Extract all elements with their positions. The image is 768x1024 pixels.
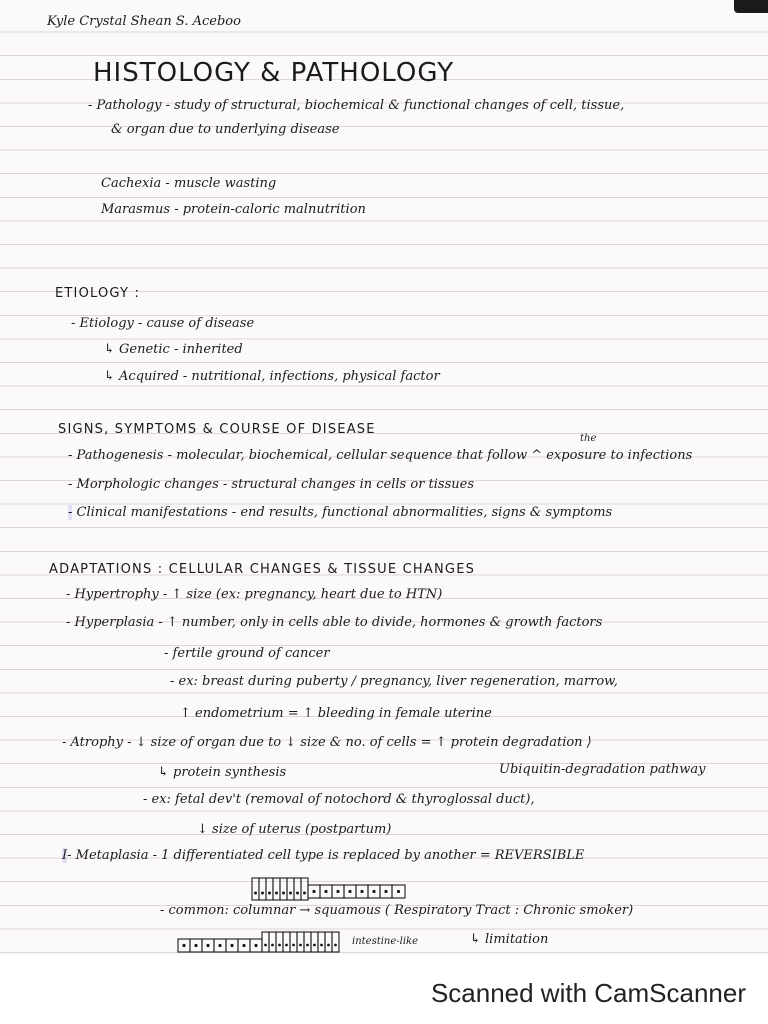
etiology-heading: ETIOLOGY :: [55, 286, 141, 301]
limitation-line: ↳ limitation: [470, 932, 549, 947]
hyperplasia-line: - Hyperplasia - ↑ number, only in cells able to divide, hormones & growth factors: [66, 615, 603, 630]
ubiquitin-line: Ubiquitin-degradation pathway: [499, 762, 706, 777]
etiology-definition: - Etiology - cause of disease: [71, 316, 255, 331]
fetal-dev-line: - ex: fetal dev't (removal of notochord & thyroglossal duct),: [143, 792, 535, 807]
clinical-text: Clinical manifestations - end results, functional abnormalities, signs & symptoms: [72, 505, 613, 520]
fertile-ground-line: - fertile ground of cancer: [164, 646, 330, 661]
protein-synthesis-line: ↳ protein synthesis: [158, 765, 287, 780]
clinical-line: [68, 504, 612, 522]
intestine-like-note: intestine-like: [352, 936, 419, 947]
common-line: - common: columnar → squamous ( Respiratory Tract : Chronic smoker): [160, 903, 634, 918]
uterus-line: ↓ size of uterus (postpartum): [197, 822, 392, 837]
ex-breast-line: - ex: breast during puberty / pregnancy, liver regeneration, marrow,: [170, 674, 618, 689]
binder-tab: [734, 0, 768, 13]
adaptations-heading: ADAPTATIONS : CELLULAR CHANGES & TISSUE CHANGES: [49, 562, 476, 577]
pathology-definition: - Pathology - study of structural, biochemical & functional changes of cell, tissue,: [88, 98, 625, 113]
atrophy-line: - Atrophy - ↓ size of organ due to ↓ size & no. of cells = ↑ protein degradation ⟩: [62, 735, 592, 750]
metaplasia-text: - Metaplasia - 1 differentiated cell type is replaced by another = REVERSIBLE: [67, 848, 585, 863]
morphologic-line: - Morphologic changes - structural changes in cells or tissues: [68, 477, 474, 492]
page-title: HISTOLOGY & PATHOLOGY: [93, 58, 455, 88]
author-name: Kyle Crystal Shean S. Aceboo: [47, 14, 241, 29]
squamous-cells-sketch: [176, 929, 351, 955]
etiology-acquired: ↳ Acquired - nutritional, infections, physical factor: [104, 369, 440, 384]
camscanner-watermark: Scanned with CamScanner: [430, 978, 746, 1008]
etiology-genetic: ↳ Genetic - inherited: [104, 342, 243, 357]
pathology-definition-cont: & organ due to underlying disease: [111, 122, 340, 137]
cachexia-line: Cachexia - muscle wasting: [101, 176, 277, 191]
caret-note: the: [580, 433, 597, 444]
marasmus-line: Marasmus - protein-caloric malnutrition: [101, 202, 366, 217]
endometrium-line: ↑ endometrium = ↑ bleeding in female uterine: [180, 706, 492, 721]
columnar-cells-sketch: [250, 874, 410, 904]
signs-heading: SIGNS, SYMPTOMS & COURSE OF DISEASE: [58, 422, 376, 437]
pathogenesis-line: - Pathogenesis - molecular, biochemical, cellular sequence that follow ^ exposure to infections: [68, 448, 693, 463]
metaplasia-line: [62, 847, 584, 865]
highlight-mark: -: [68, 505, 73, 520]
hypertrophy-line: - Hypertrophy - ↑ size (ex: pregnancy, heart due to HTN): [66, 587, 443, 602]
highlight-mark: I: [62, 848, 68, 863]
